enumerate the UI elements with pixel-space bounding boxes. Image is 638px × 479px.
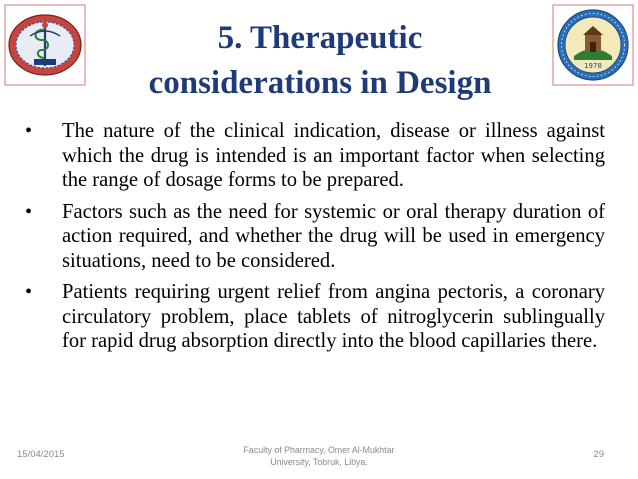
bullet-item-3 <box>25 280 605 354</box>
slide-title <box>100 16 540 106</box>
bullet-item-2 <box>25 200 605 274</box>
footer-institution-line-2: University, Tobruk, Libya. <box>270 457 368 467</box>
title-line-1: 5. Therapeutic <box>217 20 423 56</box>
bullet-text: Factors such as the need for systemic or oral therapy duration of action required, and whether the drug will be used in emergency situations, need to be considered. <box>62 200 605 272</box>
seal-year: 1978 <box>584 62 602 70</box>
bullet-text: Patients requiring urgent relief from angina pectoris, a coronary circulatory problem, place tablets of nitroglycerin sublingually for rapid drug absorption directly into the blood capillaries there. <box>62 281 605 352</box>
bullet-item-1 <box>25 119 605 193</box>
title-line-2: considerations in Design <box>148 65 492 101</box>
footer-date: 15/04/2015 <box>17 449 65 460</box>
pharmacy-faculty-logo-icon <box>4 4 86 86</box>
bullet-icon: • <box>25 200 33 223</box>
footer-institution <box>214 444 424 468</box>
bullet-icon: • <box>25 120 33 142</box>
bullet-icon: • <box>25 281 33 303</box>
university-seal-logo-icon <box>552 4 634 86</box>
page-number: 29 <box>593 449 604 460</box>
footer-institution-line-1: Faculty of Pharmacy, Omer Al-Mukhtar <box>243 445 395 455</box>
bullet-list <box>25 119 605 361</box>
bullet-text: The nature of the clinical indication, disease or illness against which the drug is intended is an important factor when selecting the range of dosage forms to be prepared. <box>62 120 605 191</box>
